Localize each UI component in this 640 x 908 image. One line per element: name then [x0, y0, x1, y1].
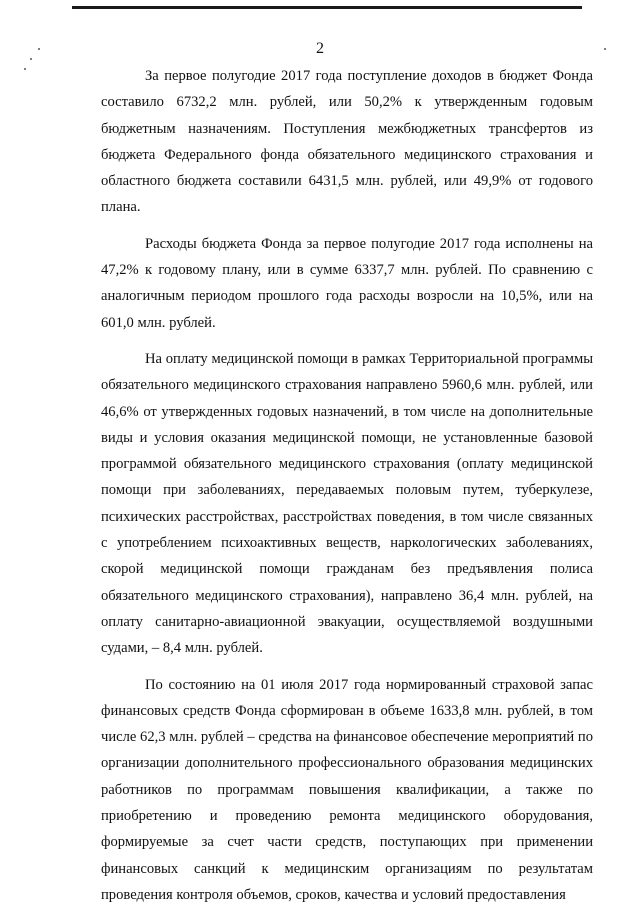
paragraph-insurance-reserve: По состоянию на 01 июля 2017 года нормированный страховой запас финансовых средств Фонда сформирован в объеме 1633,8 млн. рублей, в том числе 62,3 млн. рублей – средства на финансовое обеспечение мероприятий по организации дополнительного профессионального образования медицинских работников по программам повышения квалификации, а также по приобретению и проведению ремонта медицинского оборудования, формируемые за счет части средств, поступающих при применении финансовых санкций к медицинским организациям по результатам проведения контроля объемов, сроков, качества и условий предоставления	[101, 676, 593, 903]
document-body	[101, 63, 593, 908]
scan-artifact	[24, 68, 26, 70]
scan-artifact	[30, 58, 32, 60]
page-number: 2	[316, 40, 324, 57]
paragraph-medical-care: На оплату медицинской помощи в рамках Территориальной программы обязательного медицинского страхования направлено 5960,6 млн. рублей, или 46,6% от утвержденных годовых назначений, в том числе на дополнительные виды и условия оказания медицинской помощи, не установленные базовой программой обязательного медицинского страхования (оплату медицинской помощи при заболеваниях, передаваемых половым путем, туберкулезе, психических расстройствах, расстройствах поведения, в том числе связанных с употреблением психоактивных веществ, наркологических заболеваниях, скорой медицинской помощи гражданам без предъявления полиса обязательного медицинского страхования), направлено 36,4 млн. рублей, на оплату санитарно-авиационной эвакуации, осуществляемой воздушными судами, – 8,4 млн. рублей.	[101, 350, 593, 657]
top-border-line	[72, 6, 582, 9]
paragraph-income: За первое полугодие 2017 года поступление доходов в бюджет Фонда составило 6732,2 млн. рублей, или 50,2% к утвержденным годовым бюджетным назначениям. Поступления межбюджетных трансфертов из бюджета Федерального фонда обязательного медицинского страхования и областного бюджета составили 6431,5 млн. рублей, или 49,9% от годового плана.	[101, 68, 593, 216]
paragraph-expenses: Расходы бюджета Фонда за первое полугодие 2017 года исполнены на 47,2% к годовому плану, или в сумме 6337,7 млн. рублей. По сравнению с аналогичным периодом прошлого года расходы возросли на 10,5%, или на 601,0 млн. рублей.	[101, 235, 593, 331]
